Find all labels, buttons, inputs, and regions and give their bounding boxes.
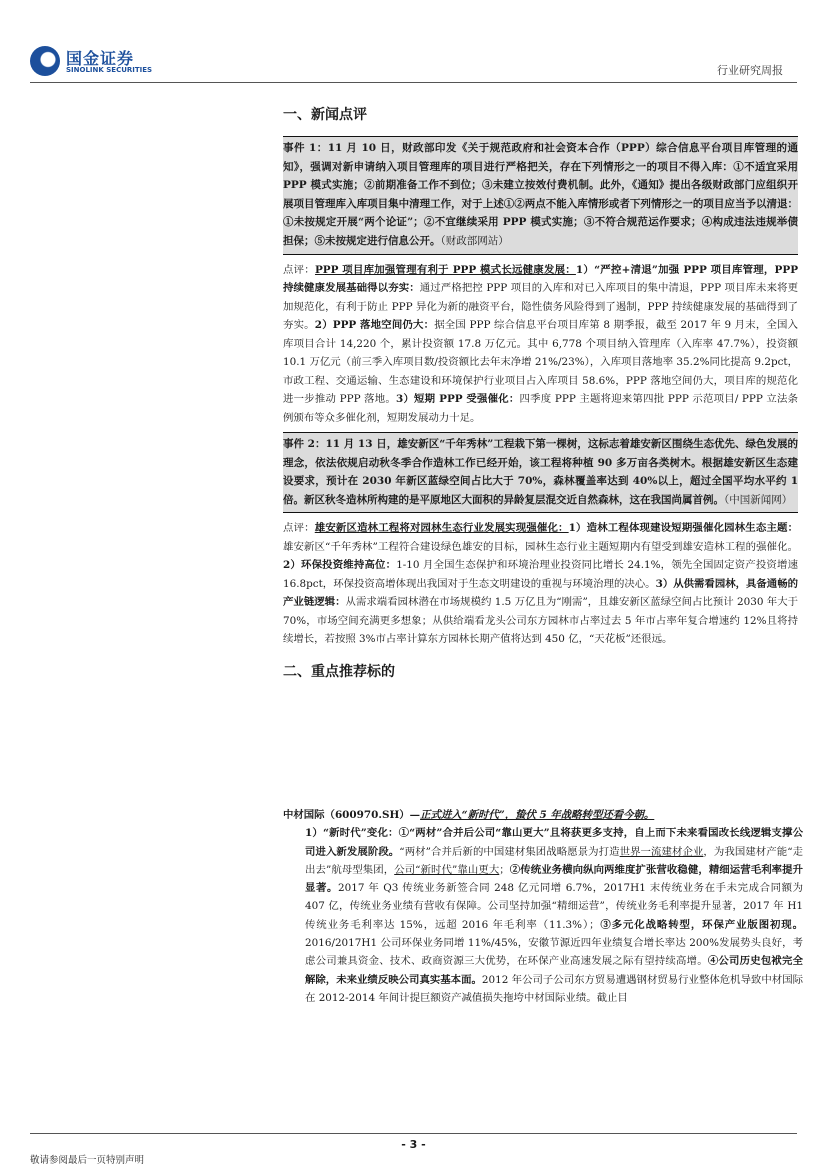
page-number: - 3 -: [401, 1138, 426, 1151]
header-divider: [30, 82, 797, 83]
comment-2-point-3-label: 3）从供需看园林，具备通畅的产业链逻辑：: [283, 577, 798, 609]
recommendation-1-point-4-label: ④公司历史包袱完全解除，未来业绩反映公司真实基本面。: [305, 955, 804, 986]
recommendation-1-point-2-text: 2017 年 Q3 传统业务新签合同 248 亿元同增 6.7%，2017H1 末传统业务在手未完成合同额为 407 亿，传统业务业绩有营收有保障。公司坚持加强“精细运营”，传统业务毛利率提升显著，2017 年 H1 传统业务毛利率达 15%，远超 2016 年毛利率（11.3%）；: [305, 882, 803, 931]
section-title-news: 一、新闻点评: [283, 107, 367, 123]
recommendation-1-body: [283, 824, 803, 1007]
recommendation-1-point-1-underline-2: 公司“新时代”靠山更大: [394, 863, 500, 876]
main-content: [283, 100, 798, 693]
event-2-text: 事件 2：11 月 13 日，雄安新区“千年秀林”工程栽下第一棵树，这标志着雄安新区围绕生态优先、绿色发展的理念，依法依规启动秋冬季合作造林工作已经开始，该工程将种植 90 多万亩各类树木。根据雄安新区生态建设要求，预计在 2030 年新区蓝绿空间占比大于 70%，森林覆盖率达到 40%以上，超过全国平均水平约 1 倍。新区秋冬造林所构建的是平原地区大面积的异龄复层混交近自然森林，这在我国尚属首例。: [283, 438, 798, 506]
recommendation-1-point-1-underline-1: 世界一流建材企业: [619, 845, 704, 858]
recommendation-1-point-3-text: 2016/2017H1 公司环保业务同增 11%/45%，安徽节源近四年业绩复合增长率达 200%发展势头良好，考虑公司兼具资金、技术、政商资源三大优势，在环保产业高速发展之际有望持续高增。: [305, 937, 803, 968]
logo-english-name: SINOLINK SECURITIES: [66, 66, 153, 74]
comment-2-point-1-text: 雄安新区“千年秀林”工程符合建设绿色雄安的目标，园林生态行业主题短期内有望受到雄安造林工程的强催化。: [283, 540, 798, 553]
event-1-source: （财政部网站）: [440, 234, 509, 247]
recommendation-1-point-1-text-b: ，为我国建材产能“走出去”航母型集团，: [305, 845, 804, 876]
recommendation-1-heading: [283, 806, 803, 824]
comment-2-point-2-label: 2）环保投资维持高位：: [283, 559, 397, 572]
page-header: [0, 0, 827, 90]
comment-1-prefix: 点评：: [283, 263, 315, 276]
event-1-text: 事件 1：11 月 10 日，财政部印发《关于规范政府和社会资本合作（PPP）综合信息平台项目库管理的通知》，强调对新申请纳入项目管理库的项目进行严格把关，存在下列情形之一的项目不得入库：①不适宜采用 PPP 模式实施；②前期准备工作不到位；③未建立按效付费机制。此外，《通知》提出各级财政部门应组织开展项目管理库入库项目集中清理工作，对于上述①②两点不能入库情形或者下列情形之一的项目应当予以清退：①未按规定开展“两个论证”；②不宜继续采用 PPP 模式实施；③不符合规范运作要求；④构成违法违规举债担保；⑤未按规定进行信息公开。: [283, 142, 798, 247]
recommendation-1-tagline: 正式进入“新时代”，蛰伏 5 年战略转型还看今朝。: [420, 809, 655, 821]
comment-2-prefix: 点评：: [283, 522, 315, 535]
comment-1-point-2-label: 2）PPP 落地空间仍大：: [314, 319, 435, 332]
comment-2-point-1-label: 1）造林工程体现建设短期强催化园林生态主题：: [568, 522, 799, 535]
comment-2-point-2-text: 1-10 月全国生态保护和环境治理业投资同比增长 24.1%，领先全国固定资产投资增速 16.8pct，环保投资高增体现出我国对于生态文明建设的重视与环境治理的决心。: [283, 559, 798, 590]
event-2-box: [283, 432, 798, 513]
recommendation-1-point-1-text-c: ；: [499, 863, 510, 876]
logo-mark-icon: [30, 46, 60, 76]
recommendation-1-company: 中材国际（600970.SH）—: [283, 809, 421, 821]
section-title-recommendations: 二、重点推荐标的: [283, 663, 395, 680]
event-1-box: [283, 136, 798, 255]
comment-2-point-3-text: 从需求端看园林潜在市场规模约 1.5 万亿且为“刚需”，且雄安新区蓝绿空间占比预计 2030 年大于 70%，市场空间充满更多想象；从供给端看龙头公司东方园林市占率过去 5 年市占率年复合增速约 12%且将持续增长，若按照 3%市占率计算东方园林长期产值将达到 450 亿，“天花板”还很远。: [283, 596, 799, 646]
comment-1-point-1-label: 1）“严控+清退”加强 PPP 项目库管理，PPP 持续健康发展基础得以夯实：: [283, 263, 799, 295]
company-logo: [30, 46, 160, 80]
recommendation-1-point-2-label: ②传统业务横向纵向两维度扩张营收稳健，精细运营毛利率提升显著。: [305, 863, 804, 895]
comment-2-headline: 雄安新区造林工程将对园林生态行业发展实现强催化：: [314, 522, 569, 535]
footer-divider: [30, 1133, 797, 1134]
comment-1-headline: PPP 项目库加强管理有利于 PPP 模式长远健康发展：: [314, 263, 576, 276]
comment-2: [283, 519, 798, 649]
recommendation-1-point-4-text: 2012 年公司子公司东方贸易遭遇钢材贸易行业整体危机导致中材国际在 2012-2014 年间计提巨额资产减值损失拖垮中材国际业绩。截止目: [305, 973, 804, 1004]
event-2-source: （中国新闻网）: [724, 493, 793, 506]
comment-1-point-2-text: 据全国 PPP 综合信息平台项目库第 8 期季报，截至 2017 年 9 月末，全国入库项目合计 14,220 个，累计投资额 17.8 万亿元。其中 6,778 个项目纳入管理库（入库率 47.7%），投资额 10.1 万亿元（前三季入库项目数/投资额比去年末净增 21%/23%），入库项目落地率 35.2%同比提高 9.2pct，市政工程、交通运输、生态建设和环境保护行业项目占入库项目 58.6%，PPP 落地空间仍大，项目库的规范化进一步推动 PPP 落地。: [283, 319, 799, 406]
comment-1-point-3-label: 3）短期 PPP 受强催化：: [395, 393, 520, 406]
comment-1-point-1-text: 通过严格把控 PPP 项目的入库和对已入库项目的集中清退，PPP 项目库未来将更加规范化，有利于防止 PPP 异化为新的融资平台，隐性债务风险得到了遏制，PPP 持续健康发展的基础得到了夯实。: [283, 282, 798, 332]
recommendation-1: [283, 806, 803, 1007]
recommendation-1-point-1-text-a: “两材”合并后新的中国建材集团战略愿景为打造: [399, 845, 620, 858]
comment-1-point-3-text: 四季度 PPP 主题将迎来第四批 PPP 示范项目/ PPP 立法条例颁布等众多催化剂，短期发展动力十足。: [283, 393, 798, 424]
comment-1: [283, 261, 798, 428]
footer-disclaimer: 敬请参阅最后一页特别声明: [30, 1155, 145, 1166]
recommendation-1-point-3-label: ③多元化战略转型，环保产业版图初现。: [599, 918, 804, 931]
recommendation-1-point-1-label: 1）“新时代”变化：①“两材”合并后公司“靠山更大”且将获更多支持，自上而下未来看国改长线逻辑支撑公司进入新发展阶段。: [305, 827, 803, 858]
logo-chinese-name: 国金证券: [66, 49, 135, 68]
report-type: 行业研究周报: [717, 64, 783, 77]
